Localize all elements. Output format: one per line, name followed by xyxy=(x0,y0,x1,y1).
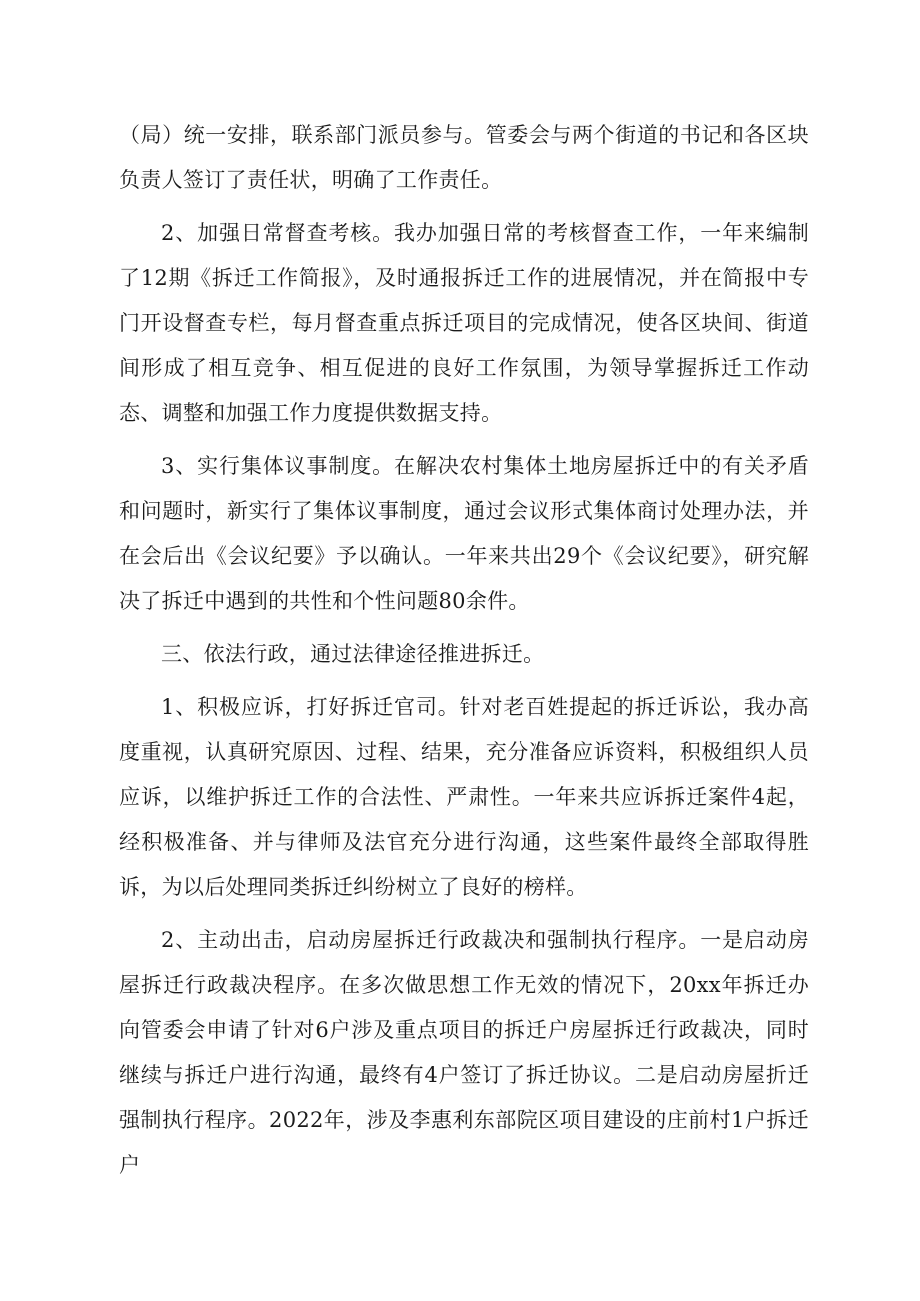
paragraph-item-2-inspection: 2、加强日常督查考核。我办加强日常的考核督查工作，一年来编制了12期《拆迁工作简报》，及时通报拆迁工作的进展情况，并在简报中专门开设督查专栏，每月督查重点拆迁项目的完成情况，使各区块间、街道间形成了相互竞争、相互促进的良好工作氛围，为领导掌握拆迁工作动态、调整和加强工作力度提供数据支持。 xyxy=(119,221,809,425)
paragraph-item-1-litigation: 1、积极应诉，打好拆迁官司。针对老百姓提起的拆迁诉讼，我办高度重视，认真研究原因、过程、结果，充分准备应诉资料，积极组织人员应诉，以维护拆迁工作的合法性、严肃性。一年来共应诉拆迁案件4起，经积极准备、并与律师及法官充分进行沟通，这些案件最终全部取得胜诉，为以后处理同类拆迁纠纷树立了良好的榜样。 xyxy=(119,695,809,899)
paragraph-item-3-collective-deliberation: 3、实行集体议事制度。在解决农村集体土地房屋拆迁中的有关矛盾和问题时，新实行了集体议事制度，通过会议形式集体商讨处理办法，并在会后出《会议纪要》予以确认。一年来共出29个《会议纪要》，研究解决了拆迁中遇到的共性和个性问题80余件。 xyxy=(119,454,809,613)
document-body xyxy=(119,113,809,1196)
section-heading-3: 三、依法行政，通过法律途径推进拆迁。 xyxy=(161,642,545,666)
paragraph-item-2-enforcement: 2、主动出击，启动房屋拆迁行政裁决和强制执行程序。一是启动房屋拆迁行政裁决程序。在多次做思想工作无效的情况下，20xx年拆迁办向管委会申请了针对6户涉及重点项目的拆迁户房屋拆迁行政裁决，同时继续与拆迁户进行沟通，最终有4户签订了拆迁协议。二是启动房屋折迁强制执行程序。2022年，涉及李惠利东部院区项目建设的庄前村1户拆迁户 xyxy=(119,928,809,1177)
paragraph-continuation: （局）统一安排，联系部门派员参与。管委会与两个街道的书记和各区块负责人签订了责任状，明确了工作责任。 xyxy=(119,123,809,192)
